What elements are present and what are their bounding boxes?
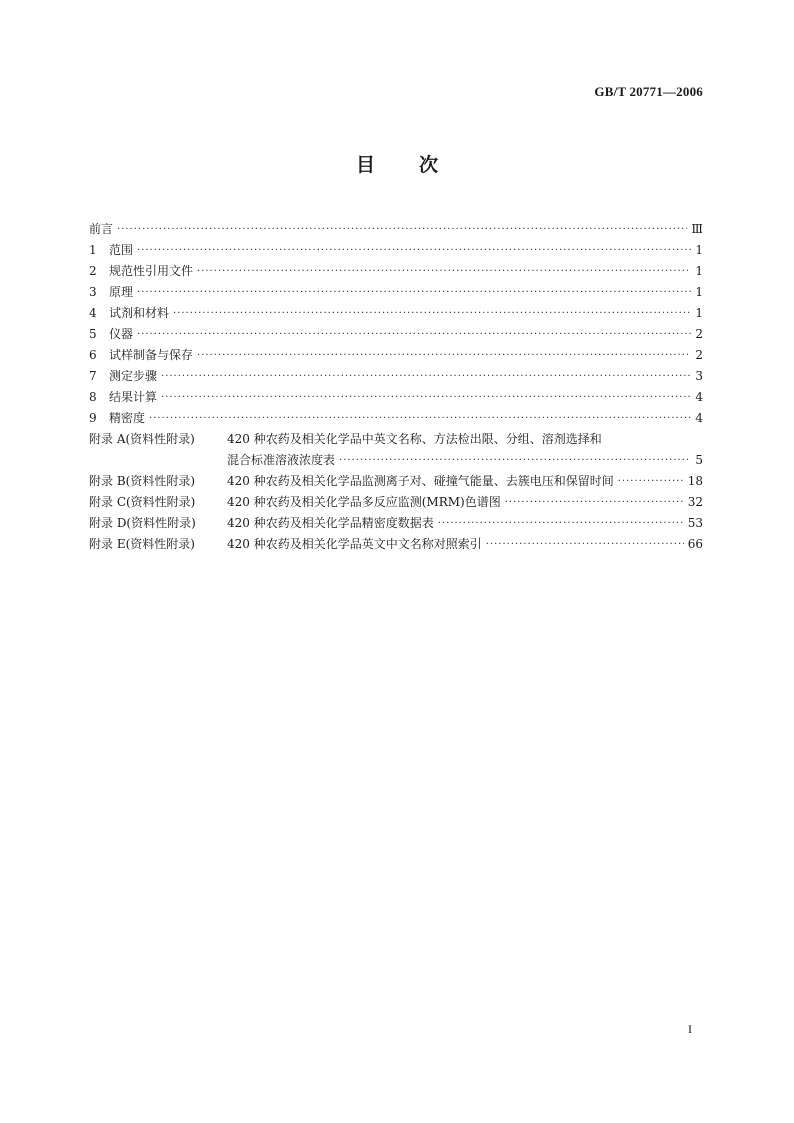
page-title [0,150,794,177]
toc-annex-prefix: 附录 D(资料性附录) [89,516,196,530]
toc-entry-title: 试剂和材料 [109,306,170,320]
toc-page-number: 4 [695,390,703,404]
toc-page-number: 5 [695,453,703,467]
toc-entry-precision[interactable] [89,408,703,429]
toc-entry-annex-e[interactable] [89,534,703,555]
toc-annex-prefix: 附录 E(资料性附录) [89,537,195,551]
toc-page-number: 3 [695,369,703,383]
toc-page-number: 1 [695,264,703,278]
dot-leader [149,408,691,429]
toc-entry-scope[interactable] [89,240,703,261]
page-number: I [688,1022,692,1036]
toc-annex-prefix: 附录 A(资料性附录) [89,432,195,446]
dot-leader [197,261,691,282]
toc-entry-number: 2 [89,264,97,278]
toc-entry-title: 前言 [89,222,114,236]
toc-entry-title: 混合标准溶液浓度表 [227,453,336,467]
toc-entry-sample-preparation[interactable] [89,345,703,366]
toc-entry-title: 精密度 [109,411,146,425]
toc-entry-reagents[interactable] [89,303,703,324]
dot-leader [161,387,691,408]
toc-entry-number: 8 [89,390,97,404]
toc-entry-number: 9 [89,411,97,425]
toc-page-number: Ⅲ [691,222,703,236]
toc-entry-number: 7 [89,369,97,383]
standard-code: GB/T 20771—2006 [594,84,703,99]
toc-page-number: 32 [687,495,703,509]
dot-leader [486,534,684,555]
toc-page-number: 4 [695,411,703,425]
toc-page-number: 1 [695,306,703,320]
toc-entry-number: 1 [89,243,97,257]
toc-entry-annex-c[interactable] [89,492,703,513]
dot-leader [117,219,687,240]
toc-entry-title: 420 种农药及相关化学品精密度数据表 [227,516,434,530]
toc-annex-prefix: 附录 B(资料性附录) [89,474,195,488]
toc-entry-number: 5 [89,327,97,341]
dot-leader [618,471,684,492]
toc-entry-procedure[interactable] [89,366,703,387]
dot-leader [505,492,684,513]
toc-entry-annex-d[interactable] [89,513,703,534]
toc-entry-annex-a-continued[interactable] [89,450,703,471]
toc-entry-annex-b[interactable] [89,471,703,492]
toc-entry-number: 4 [89,306,97,320]
dot-leader [137,324,691,345]
dot-leader [438,513,684,534]
toc-entry-calculation[interactable] [89,387,703,408]
toc-page-number: 18 [687,474,703,488]
dot-leader [137,282,691,303]
toc-entry-number: 3 [89,285,97,299]
dot-leader [161,366,691,387]
title-part-2: 次 [419,154,439,176]
toc-entry-apparatus[interactable] [89,324,703,345]
toc-entry-title: 结果计算 [109,390,158,404]
toc-entry-normative-references[interactable] [89,261,703,282]
toc-entry-title: 试样制备与保存 [109,348,194,362]
dot-leader [339,450,691,471]
toc-entry-title: 420 种农药及相关化学品监测离子对、碰撞气能量、去簇电压和保留时间 [227,474,614,488]
toc-page-number: 53 [687,516,703,530]
toc-entry-foreword[interactable] [89,219,703,240]
toc-entry-title: 范围 [109,243,134,257]
toc-page-number: 1 [695,243,703,257]
dot-leader [137,240,691,261]
toc-annex-prefix: 附录 C(资料性附录) [89,495,196,509]
toc-entry-title: 原理 [109,285,134,299]
toc-entry-title: 测定步骤 [109,369,158,383]
dot-leader [173,303,691,324]
toc-entry-title: 420 种农药及相关化学品多反应监测(MRM)色谱图 [227,495,501,509]
toc-entry-number: 6 [89,348,97,362]
toc-entry-title: 420 种农药及相关化学品英文中文名称对照索引 [227,537,482,551]
toc-page-number: 1 [695,285,703,299]
toc-entry-title: 仪器 [109,327,134,341]
toc-entry-principle[interactable] [89,282,703,303]
toc-entry-title: 规范性引用文件 [109,264,194,278]
toc-entry-annex-a[interactable] [89,429,703,450]
toc-page-number: 2 [695,327,703,341]
table-of-contents [89,219,703,555]
toc-page-number: 66 [687,537,703,551]
dot-leader [197,345,691,366]
toc-entry-title: 420 种农药及相关化学品中英文名称、方法检出限、分组、溶剂选择和 [227,432,602,446]
toc-page-number: 2 [695,348,703,362]
title-part-1: 目 [355,154,375,176]
